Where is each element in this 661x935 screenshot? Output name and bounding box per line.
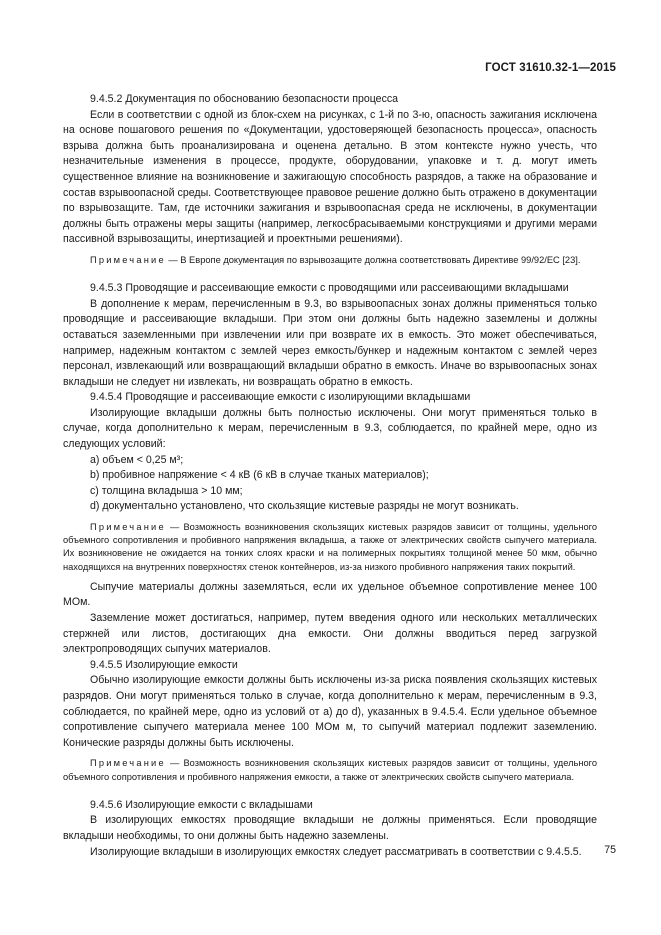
paragraph: Обычно изолирующие емкости должны быть исключены из-за риска появления скользящих кистевых разрядов. Они могут применяться только в случае, когда дополнительно к мерам, перечисленным в 9.3, соблюдается, по крайней мере, одно из условий от a) до d), указанных в 9.4.5.4. Если удельное объемное сопротивление сыпучего материала менее 100 МОм м, то сыпучий материал подлежит заземлению. Конические разряды должны быть исключены. bbox=[63, 674, 597, 749]
paragraph: Изолирующие вкладыши в изолирующих емкостях следует рассматривать в соответствии с 9.4.5.5. bbox=[90, 845, 582, 858]
list-item: b) пробивное напряжение < 4 кВ (6 кВ в случае тканых материалов); bbox=[90, 469, 429, 482]
note bbox=[63, 757, 597, 783]
note-label: Примечание bbox=[90, 254, 166, 265]
paragraph: В дополнение к мерам, перечисленным в 9.3, во взрывоопасных зонах должны применяться только проводящие и рассеивающие вкладыши. При этом они должны быть надежно заземлены и должны оставаться заземленными при извлечении или при возврате их в емкость. Это может обеспечиваться, например, надежным контактом с землей через емкость/бункер и надежным контактом с землей через персонал, извлекающий или возвращающий вкладыши обратно в емкость. Иначе во взрывоопасных зонах вкладыши не следует ни извлекать, ни возвращать обратно в емкость. bbox=[63, 297, 597, 388]
paragraph: Заземление может достигаться, например, путем введения одного или нескольких металлических стержней или листов, достигающих дна емкости. Они должны вводиться перед загрузкой электропроводящих сыпучих материалов. bbox=[63, 612, 597, 656]
note bbox=[63, 254, 597, 267]
note-text: — Возможность возникновения скользящих кистевых разрядов зависит от толщины, удельного объемного сопротивления и пробивного напряжения емкости, а также от электрических свойств сыпучего материала. bbox=[63, 758, 597, 782]
list-item: d) документально установлено, что скользящие кистевые разряды не могут возникать. bbox=[90, 500, 519, 513]
note-text: — В Европе документация по взрывозащите должна соответствовать Директиве 99/92/ЕС [23]. bbox=[165, 254, 581, 265]
document-header: ГОСТ 31610.32-1—2015 bbox=[485, 62, 616, 74]
section-heading-9-4-5-2: 9.4.5.2 Документация по обоснованию безопасности процесса bbox=[90, 93, 399, 105]
list-item: c) толщина вкладыша > 10 мм; bbox=[90, 484, 243, 497]
note-text: — Возможность возникновения скользящих кистевых разрядов зависит от толщины, удельного объемного сопротивления и пробивного напряжения вкладыша, а также от электрических свойств сыпучего материала. Их возникновение не ожидается на тонких слоях краски и на полимерных покрытиях толщиной менее 50 мкм, обычно находящихся на внутренних поверхностях стенок контейнеров, из-за низкого пробивного напряжения таких покрытий. bbox=[63, 522, 597, 572]
note-label: Примечание bbox=[90, 758, 166, 769]
section-heading-9-4-5-6: 9.4.5.6 Изолирующие емкости с вкладышами bbox=[90, 798, 313, 811]
paragraph: Если в соответствии с одной из блок-схем на рисунках, с 1-й по 3-ю, опасность зажигания исключена на основе пошагового решения по «Документации, удостоверяющей безопасность процесса», опасность взрыва должна быть проанализирована и оценена детально. В этом контексте нужно учесть, что незначительные изменения в процессе, продукте, оборудовании, упаковке и т. д. могут иметь существенное влияние на возникновение и зажигающую способность разрядов, а также на образование и состав взрывоопасной среды. Соответствующее правовое решение должно быть отражено в документации по взрывозащите. Там, где источники зажигания и взрывоопасная среда не исключены, в документации должны быть отражены меры защиты (например, легкосбрасываемыми конструкциями и другими мерами пассивной взрывозащиты, инертизацией и проектными решениями). bbox=[63, 108, 597, 246]
section-heading-9-4-5-4: 9.4.5.4 Проводящие и рассеивающие емкости с изолирующими вкладышами bbox=[90, 391, 471, 404]
section-heading-9-4-5-5: 9.4.5.5 Изолирующие емкости bbox=[90, 658, 238, 671]
note bbox=[63, 521, 597, 574]
list-item: a) объем < 0,25 м³; bbox=[90, 453, 184, 466]
note-label: Примечание bbox=[90, 522, 166, 533]
section-heading-9-4-5-3: 9.4.5.3 Проводящие и рассеивающие емкости с проводящими или рассеивающими вкладышами bbox=[90, 282, 569, 295]
paragraph: Изолирующие вкладыши должны быть полностью исключены. Они могут применяться только в случае, когда дополнительно к мерам, перечисленным в 9.3, соблюдается, по крайней мере, одно из следующих условий: bbox=[63, 406, 597, 451]
paragraph: Сыпучие материалы должны заземляться, если их удельное объемное сопротивление менее 100 МОм. bbox=[63, 580, 597, 609]
paragraph: В изолирующих емкостях проводящие вкладыши не должны применяться. Если проводящие вкладыши необходимы, то они должны быть надежно заземлены. bbox=[63, 814, 597, 842]
page-number: 75 bbox=[604, 844, 616, 856]
page-content bbox=[63, 92, 597, 860]
